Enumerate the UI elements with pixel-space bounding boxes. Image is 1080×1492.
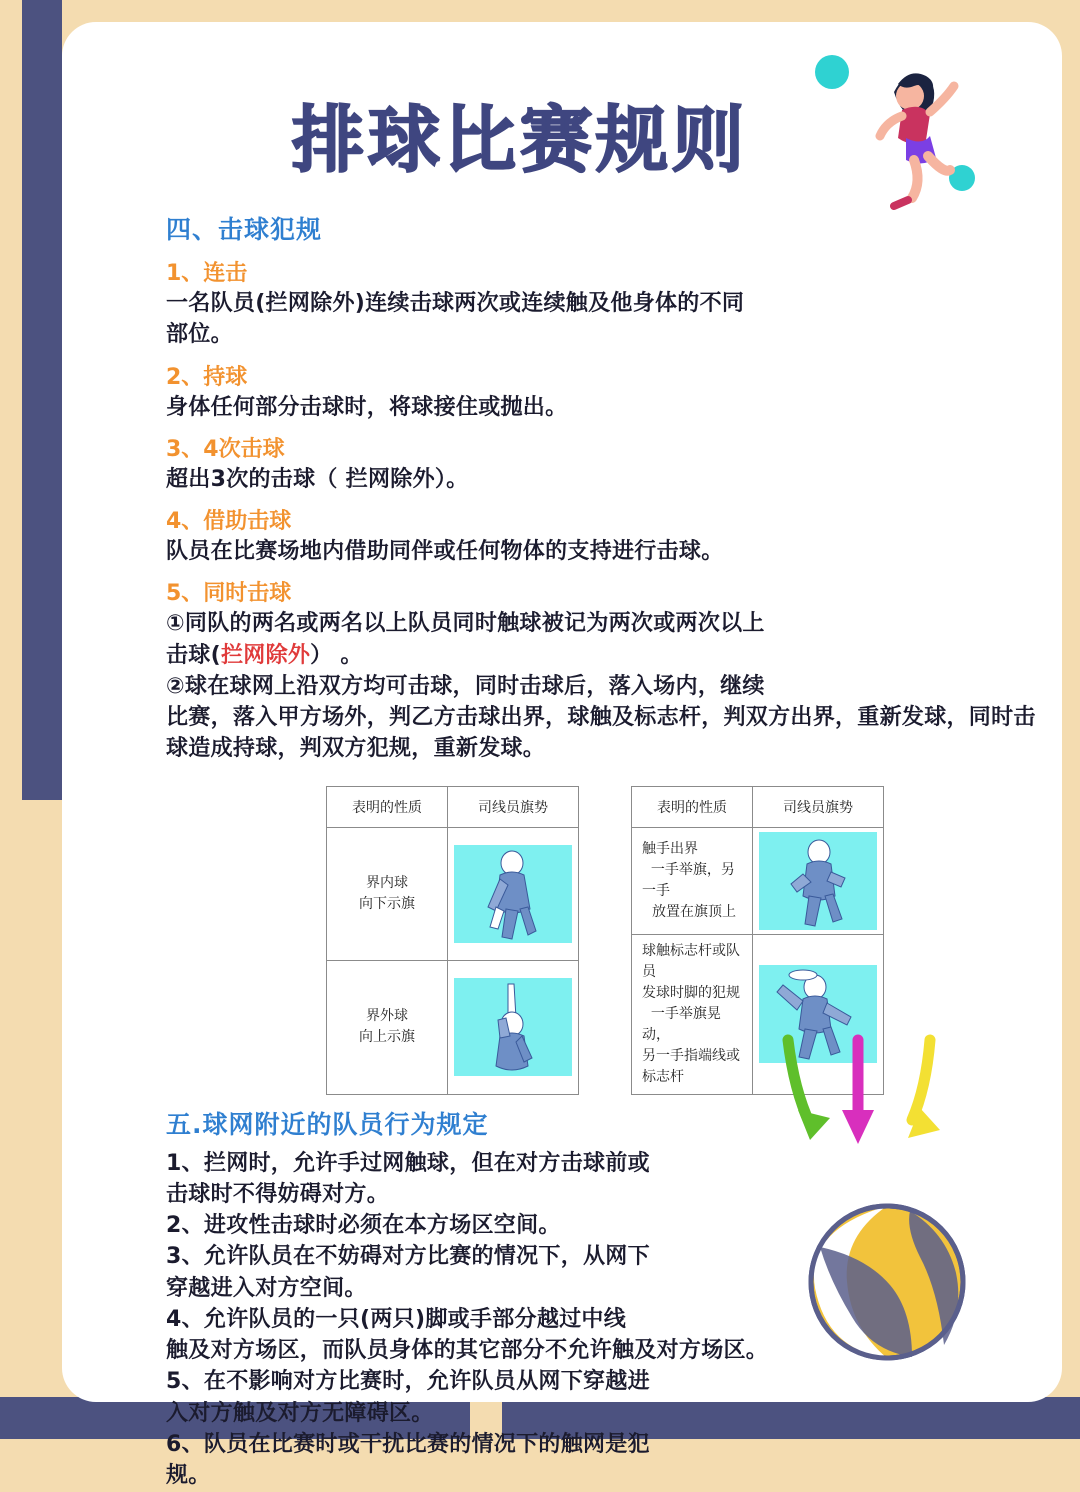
right-header-signal: 司线员旗势 [753,786,884,827]
table-row [327,961,579,1095]
section-5-heading: 五.球网附近的队员行为规定 [166,1109,489,1139]
volleyball-icon [802,1197,972,1367]
magenta-arrow-icon [842,1040,874,1144]
section-4-item-5-label: 5、同时击球 [166,581,292,607]
highlight-lanwang: 拦网除外 [220,642,311,668]
right-row1-desc-line2: 一手举旗，另一手 [642,861,735,899]
table-header-row [632,786,884,827]
right-row2-desc-line2: 发球时脚的犯规 [642,984,740,1001]
linesman-flag-down-icon [454,845,572,943]
linesman-flag-up-icon [454,978,572,1076]
section-4-item-1-line-2: 部位。 [166,322,233,348]
section-4-item-5-line-1: ①同队的两名或两名以上队员同时触球被记为两次或两次以上 [166,611,765,637]
arrows-decoration [772,1034,972,1164]
left-row1-desc-line2: 向下示旗 [359,895,415,912]
linesman-touch-out-icon [759,832,877,930]
left-header-nature: 表明的性质 [327,786,448,827]
section-5-line-11: 规。 [166,1463,211,1488]
section-4-item-4-line-1: 队员在比赛场地内借助同伴或任何物体的支持进行击球。 [166,539,724,564]
table-row [632,827,884,934]
table-header-row [327,786,579,827]
page-title: 排球比赛规则 [292,98,749,182]
left-row1-desc [327,827,448,961]
right-header-nature: 表明的性质 [632,786,753,827]
section-5-line-4: 3、允许队员在不妨碍对方比赛的情况下，从网下 [166,1244,650,1270]
right-row2-desc-line5: 标志杆 [642,1068,684,1085]
section-5-line-1: 1、拦网时，允许手过网触球，但在对方击球前或 [166,1150,650,1176]
line2-suffix: ） 。 [310,642,363,668]
section-4-item-5-line-2 [166,641,1046,670]
section-4-item-5-line-4: 比赛，落入甲方场外，判乙方击球出界，球触及标志杆，判双方出界，重新发球，同时击 [166,705,1036,730]
background-navy-left-bar [22,0,62,800]
section-5-line-2: 击球时不得妨碍对方。 [166,1181,390,1207]
section-5-line-6: 4、允许队员的一只(两只)脚或手部分越过中线 [166,1306,627,1332]
section-4-item-3-label: 3、4次击球 [166,436,285,462]
section-5-line-7: 触及对方场区，而队员身体的其它部分不允许触及对方场区。 [166,1338,769,1363]
section-4-item-5-line-3: ②球在球网上沿双方均可击球，同时击球后，落入场内，继续 [166,673,765,699]
section-4-item-2-label: 2、持球 [166,364,248,390]
flag-table-left [326,786,579,1095]
left-row1-pic-cell [448,827,579,961]
section-4-item-1-label: 1、连击 [166,261,248,286]
left-row2-desc-line1: 界外球 [366,1008,408,1025]
volleyball-player-icon [802,50,982,210]
section-4-item-4-label: 4、借助击球 [166,509,292,534]
right-row1-desc-line1: 触手出界 [642,840,698,857]
right-row1-desc-line3: 放置在旗顶上 [652,903,736,920]
yellow-arrow-icon [908,1040,940,1138]
section-5-line-10: 6、队员在比赛时或干扰比赛的情况下的触网是犯 [166,1431,650,1457]
section-5-line-5: 穿越进入对方空间。 [166,1275,367,1301]
right-row1-pic-cell [753,827,884,934]
table-row [327,827,579,961]
section-4-item-1-line-1: 一名队员(拦网除外)连续击球两次或连续触及他身体的不同 [166,291,745,316]
right-row2-desc-line1: 球触标志杆或队员 [642,942,740,980]
left-row2-desc-line2: 向上示旗 [359,1029,415,1046]
left-row2-desc [327,961,448,1095]
green-arrow-icon [788,1040,830,1140]
section-4-item-2-line-1: 身体任何部分击球时，将球接住或抛出。 [166,394,568,420]
line2-prefix: 击球( [166,642,221,668]
left-row2-pic-cell [448,961,579,1095]
section-4-item-3-line-1: 超出3次的击球（ 拦网除外）。 [166,466,469,492]
right-row2-desc-line3: 一手举旗晃动， [642,1005,721,1043]
section-4-item-5-line-5: 球造成持球，判双方犯规，重新发球。 [166,736,546,762]
right-row2-desc [632,934,753,1094]
left-header-signal: 司线员旗势 [448,786,579,827]
section-5-line-9: 入对方触及对方无障碍区。 [166,1400,434,1426]
section-5-line-3: 2、进攻性击球时必须在本方场区空间。 [166,1213,561,1238]
poster-card [62,22,1062,1488]
left-row1-desc-line1: 界内球 [366,874,408,891]
section-5-line-8: 5、在不影响对方比赛时，允许队员从网下穿越进 [166,1369,650,1395]
title-area [62,22,1062,182]
section-4-heading: 四、击球犯规 [166,215,323,244]
right-row2-desc-line4: 另一手指端线或 [642,1047,740,1064]
right-row1-desc [632,827,753,934]
